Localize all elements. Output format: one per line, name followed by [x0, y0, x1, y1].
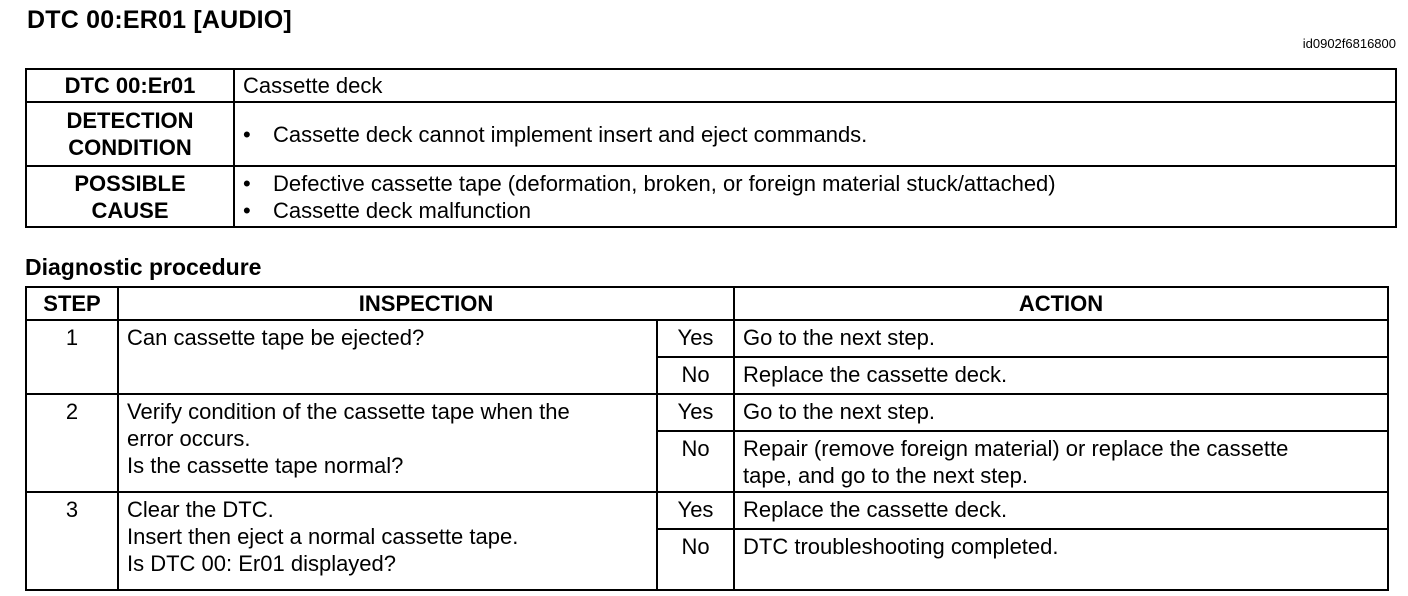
- inspection-line: Verify condition of the cassette tape when the: [127, 399, 570, 424]
- inspection-line: Clear the DTC.: [127, 497, 274, 522]
- header-row: [26, 287, 1388, 320]
- yes-action: [734, 394, 1388, 431]
- dtc-label: DTC 00:Er01: [26, 69, 234, 102]
- dtc-value: Cassette deck: [234, 69, 1396, 102]
- action-line: Go to the next step.: [743, 325, 936, 350]
- table-row: [26, 492, 1388, 529]
- inspection-header: INSPECTION: [118, 287, 734, 320]
- bullet-item: [235, 170, 1395, 197]
- page-title: DTC 00:ER01 [AUDIO]: [27, 6, 292, 34]
- inspection-text: [118, 320, 657, 394]
- no-action: [734, 431, 1388, 492]
- yes-action: [734, 492, 1388, 529]
- yes-action: [734, 320, 1388, 357]
- bullet-icon: •: [243, 197, 251, 223]
- section-heading: Diagnostic procedure: [25, 254, 262, 280]
- yes-label: Yes: [657, 394, 734, 431]
- action-line: Replace the cassette deck.: [743, 362, 1008, 387]
- condition-label-line: CONDITION: [68, 135, 192, 160]
- detection-condition-row: [26, 102, 1396, 166]
- possible-cause-value: [234, 166, 1396, 227]
- possible-cause-label: [26, 166, 234, 227]
- bullet-text: Cassette deck malfunction: [273, 197, 532, 223]
- action-line: Go to the next step.: [743, 399, 936, 424]
- step-number: 1: [26, 320, 118, 394]
- inspection-line: error occurs.: [127, 426, 251, 451]
- detection-condition-value: [234, 102, 1396, 166]
- bullet-text: Cassette deck cannot implement insert and eject commands.: [273, 121, 868, 147]
- document-id: id0902f6816800: [1302, 36, 1396, 51]
- inspection-text: [118, 492, 657, 590]
- step-number: 2: [26, 394, 118, 492]
- bullet-text: Defective cassette tape (deformation, broken, or foreign material stuck/attached): [273, 170, 1056, 196]
- action-header: ACTION: [734, 287, 1388, 320]
- no-label: No: [657, 357, 734, 394]
- detection-condition-label: [26, 102, 234, 166]
- inspection-line: Is DTC 00: Er01 displayed?: [127, 551, 397, 576]
- no-label: No: [657, 529, 734, 590]
- detection-label-line: DETECTION: [66, 108, 194, 133]
- dtc-info-table: [25, 68, 1397, 228]
- yes-label: Yes: [657, 492, 734, 529]
- step-header: STEP: [26, 287, 118, 320]
- inspection-text: [118, 394, 657, 492]
- diagnostic-procedure-table: [25, 286, 1389, 591]
- no-action: [734, 529, 1388, 590]
- table-row: [26, 320, 1388, 357]
- table-row: [26, 394, 1388, 431]
- inspection-line: Insert then eject a normal cassette tape.: [127, 524, 519, 549]
- inspection-line: Can cassette tape be ejected?: [127, 325, 425, 350]
- bullet-icon: •: [243, 121, 251, 147]
- action-line: tape, and go to the next step.: [743, 463, 1028, 488]
- action-line: Replace the cassette deck.: [743, 497, 1008, 522]
- bullet-item: [235, 121, 1395, 148]
- bullet-icon: •: [243, 170, 251, 196]
- step-number: 3: [26, 492, 118, 590]
- cause-label-line: CAUSE: [91, 197, 169, 223]
- no-action: [734, 357, 1388, 394]
- action-line: Repair (remove foreign material) or replace the cassette: [743, 436, 1289, 461]
- no-label: No: [657, 431, 734, 492]
- possible-cause-row: [26, 166, 1396, 227]
- inspection-line: Is the cassette tape normal?: [127, 453, 404, 478]
- yes-label: Yes: [657, 320, 734, 357]
- bullet-item: [235, 197, 1395, 224]
- dtc-row: [26, 69, 1396, 102]
- action-line: DTC troubleshooting completed.: [743, 534, 1059, 559]
- possible-label-line: POSSIBLE: [74, 170, 186, 196]
